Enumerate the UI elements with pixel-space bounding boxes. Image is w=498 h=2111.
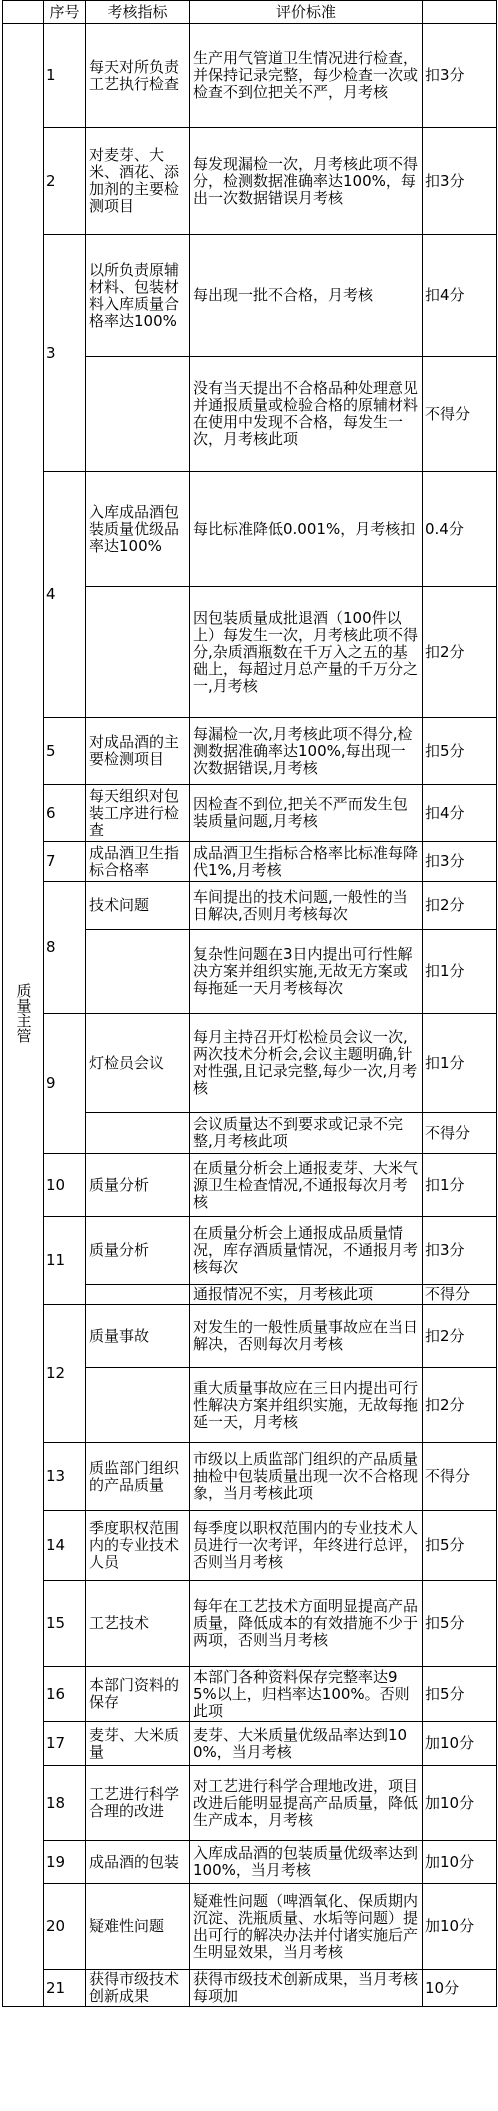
criteria-cell: 获得市级技术创新成果，当月考核每项加 xyxy=(190,1970,423,2007)
criteria-cell: 因包装质量成批退酒（100件以上）每发生一次，月考核此项不得分,杂质酒瓶数在千万入之五的基础上，每超过月总产量的千万分之一,月考核 xyxy=(190,587,423,718)
table-row xyxy=(3,1884,497,1970)
header-indicator: 考核指标 xyxy=(86,1,190,24)
table-row xyxy=(3,1766,497,1841)
criteria-cell: 对工艺进行科学合理地改进，项目改进后能明显提高产品质量，降低生产成本，月考核 xyxy=(190,1766,423,1841)
score-cell: 加10分 xyxy=(423,1766,497,1841)
table-row xyxy=(3,882,497,930)
criteria-cell: 在质量分析会上通报麦芽、大米气源卫生检查情况,不通报每次月考核 xyxy=(190,1154,423,1217)
indicator-cell: 工艺进行科学合理的改进 xyxy=(86,1766,190,1841)
score-cell: 扣5分 xyxy=(423,1667,497,1722)
table-row xyxy=(3,235,497,357)
criteria-cell: 对发生的一般性质量事故应在当日解决，否则每次月考核 xyxy=(190,1305,423,1368)
score-cell: 扣5分 xyxy=(423,1581,497,1667)
item-number: 17 xyxy=(44,1722,86,1766)
header-seq: 序号 xyxy=(44,1,86,24)
indicator-cell: 获得市级技术创新成果 xyxy=(86,1970,190,2007)
score-cell: 扣3分 xyxy=(423,1217,497,1285)
item-number: 4 xyxy=(44,472,86,718)
table-row xyxy=(3,1581,497,1667)
score-cell: 不得分 xyxy=(423,357,497,472)
indicator-cell: 工艺技术 xyxy=(86,1581,190,1667)
evaluation-table xyxy=(2,0,497,2007)
indicator-cell: 麦芽、大米质量 xyxy=(86,1722,190,1766)
table-row xyxy=(3,1722,497,1766)
item-number: 9 xyxy=(44,1014,86,1154)
table-row xyxy=(3,1305,497,1368)
table-row xyxy=(3,1667,497,1722)
header-blank xyxy=(3,1,44,24)
score-cell: 扣1分 xyxy=(423,1154,497,1217)
item-number: 5 xyxy=(44,718,86,785)
table-row xyxy=(3,1014,497,1113)
item-number: 10 xyxy=(44,1154,86,1217)
score-cell: 加10分 xyxy=(423,1884,497,1970)
indicator-cell: 质量分析 xyxy=(86,1154,190,1217)
item-number: 8 xyxy=(44,882,86,1014)
criteria-cell: 每年在工艺技术方面明显提高产品质量，降低成本的有效措施不少于两项，否则当月考核 xyxy=(190,1581,423,1667)
score-cell: 加10分 xyxy=(423,1841,497,1884)
score-cell: 扣1分 xyxy=(423,1014,497,1113)
indicator-cell: 成品酒的包装 xyxy=(86,1841,190,1884)
criteria-cell: 市级以上质监部门组织的产品质量抽检中包装质量出现一次不合格现象，当月考核此项 xyxy=(190,1443,423,1511)
score-cell: 扣3分 xyxy=(423,24,497,128)
score-cell: 扣5分 xyxy=(423,1511,497,1581)
score-cell: 0.4分 xyxy=(423,472,497,587)
indicator-cell: 灯检员会议 xyxy=(86,1014,190,1113)
score-cell: 扣3分 xyxy=(423,128,497,235)
indicator-cell xyxy=(86,587,190,718)
item-number: 6 xyxy=(44,785,86,842)
table-row xyxy=(3,1154,497,1217)
indicator-cell xyxy=(86,357,190,472)
indicator-cell: 对麦芽、大米、酒花、添加剂的主要检测项目 xyxy=(86,128,190,235)
table-row xyxy=(3,1511,497,1581)
indicator-cell: 本部门资料的保存 xyxy=(86,1667,190,1722)
indicator-cell: 每天对所负责工艺执行检查 xyxy=(86,24,190,128)
score-cell: 扣2分 xyxy=(423,587,497,718)
criteria-cell: 入库成品酒的包装质量优级率达到100%，当月考核 xyxy=(190,1841,423,1884)
table-row xyxy=(3,472,497,587)
item-number: 14 xyxy=(44,1511,86,1581)
criteria-cell: 没有当天提出不合格品种处理意见并通报质量或检验合格的原辅材料在使用中发现不合格，每发生一次，月考核此项 xyxy=(190,357,423,472)
item-number: 11 xyxy=(44,1217,86,1305)
criteria-cell: 复杂性问题在3日内提出可行性解决方案并组织实施,无故无方案或每拖延一天月考核每次 xyxy=(190,930,423,1014)
criteria-cell: 本部门各种资料保存完整率达95%以上，归档率达100%。否则此项 xyxy=(190,1667,423,1722)
score-cell: 不得分 xyxy=(423,1443,497,1511)
item-number: 3 xyxy=(44,235,86,472)
score-cell: 扣2分 xyxy=(423,882,497,930)
indicator-cell: 每天组织对包装工序进行检查 xyxy=(86,785,190,842)
score-cell: 扣1分 xyxy=(423,930,497,1014)
table-row xyxy=(3,842,497,882)
indicator-cell xyxy=(86,1285,190,1305)
table-row xyxy=(3,1970,497,2007)
criteria-cell: 每月主持召开灯松检员会议一次,两次技术分析会,会议主题明确,针对性强,且记录完整,每少一次,月考核 xyxy=(190,1014,423,1113)
criteria-cell: 每季度以职权范围内的专业技术人员进行一次考评，年终进行总评，否则当月考核 xyxy=(190,1511,423,1581)
table-row xyxy=(3,24,497,128)
table-row xyxy=(3,1841,497,1884)
criteria-cell: 每漏检一次,月考核此项不得分,检测数据准确率达100%,每出现一次数据错误,月考核 xyxy=(190,718,423,785)
item-number: 18 xyxy=(44,1766,86,1841)
indicator-cell: 对成品酒的主要检测项目 xyxy=(86,718,190,785)
score-cell: 扣3分 xyxy=(423,842,497,882)
criteria-cell: 成品酒卫生指标合格率比标准每降代1%,月考核 xyxy=(190,842,423,882)
table-row xyxy=(3,1217,497,1285)
indicator-cell: 疑难性问题 xyxy=(86,1884,190,1970)
score-cell: 不得分 xyxy=(423,1113,497,1154)
item-number: 13 xyxy=(44,1443,86,1511)
item-number: 20 xyxy=(44,1884,86,1970)
item-number: 15 xyxy=(44,1581,86,1667)
indicator-cell xyxy=(86,930,190,1014)
indicator-cell: 成品酒卫生指标合格率 xyxy=(86,842,190,882)
item-number: 2 xyxy=(44,128,86,235)
score-cell: 扣4分 xyxy=(423,785,497,842)
score-cell: 扣2分 xyxy=(423,1368,497,1443)
indicator-cell: 质量分析 xyxy=(86,1217,190,1285)
item-number: 19 xyxy=(44,1841,86,1884)
criteria-cell: 疑难性问题（啤酒氧化、保质期内沉淀、洗瓶质量、水垢等问题）提出可行的解决办法并付诸实施后产生明显效果，当月考核 xyxy=(190,1884,423,1970)
criteria-cell: 麦芽、大米质量优级品率达到100%，当月考核 xyxy=(190,1722,423,1766)
indicator-cell: 以所负责原辅材料、包装材料入库质量合格率达100% xyxy=(86,235,190,357)
table-row xyxy=(3,128,497,235)
criteria-cell: 重大质量事故应在三日内提出可行性解决方案并组织实施，无故每拖延一天，月考核 xyxy=(190,1368,423,1443)
criteria-cell: 通报情况不实，月考核此项 xyxy=(190,1285,423,1305)
criteria-cell: 每发现漏检一次，月考核此项不得分，检测数据准确率达100%，每出一次数据错误月考核 xyxy=(190,128,423,235)
header-criteria: 评价标准 xyxy=(190,1,423,24)
table-row xyxy=(3,1443,497,1511)
indicator-cell: 季度职权范围内的专业技术人员 xyxy=(86,1511,190,1581)
score-cell: 扣4分 xyxy=(423,235,497,357)
indicator-cell: 技术问题 xyxy=(86,882,190,930)
criteria-cell: 车间提出的技术问题,一般性的当日解决,否则月考核每次 xyxy=(190,882,423,930)
criteria-cell: 每出现一批不合格，月考核 xyxy=(190,235,423,357)
score-cell: 10分 xyxy=(423,1970,497,2007)
table-row xyxy=(3,718,497,785)
criteria-cell: 在质量分析会上通报成品质量情况，库存酒质量情况，不通报月考核每次 xyxy=(190,1217,423,1285)
department-cell xyxy=(3,24,44,2007)
criteria-cell: 因检查不到位,把关不严而发生包装质量问题,月考核 xyxy=(190,785,423,842)
indicator-cell xyxy=(86,1368,190,1443)
header-row xyxy=(3,1,497,24)
indicator-cell: 入库成品酒包装质量优级品率达100% xyxy=(86,472,190,587)
item-number: 7 xyxy=(44,842,86,882)
score-cell: 不得分 xyxy=(423,1285,497,1305)
table-body xyxy=(3,24,497,2007)
score-cell: 扣2分 xyxy=(423,1305,497,1368)
table-row xyxy=(3,785,497,842)
score-cell: 加10分 xyxy=(423,1722,497,1766)
criteria-cell: 会议质量达不到要求或记录不完整,月考核此项 xyxy=(190,1113,423,1154)
item-number: 16 xyxy=(44,1667,86,1722)
header-score xyxy=(423,1,497,24)
department-label: 质量主管 xyxy=(14,983,33,1043)
indicator-cell xyxy=(86,1113,190,1154)
item-number: 1 xyxy=(44,24,86,128)
indicator-cell: 质量事故 xyxy=(86,1305,190,1368)
item-number: 21 xyxy=(44,1970,86,2007)
indicator-cell: 质监部门组织的产品质量 xyxy=(86,1443,190,1511)
score-cell: 扣5分 xyxy=(423,718,497,785)
item-number: 12 xyxy=(44,1305,86,1443)
criteria-cell: 每比标准降低0.001%，月考核扣 xyxy=(190,472,423,587)
criteria-cell: 生产用气管道卫生情况进行检查，并保持记录完整，每少检查一次或检查不到位把关不严，月考核 xyxy=(190,24,423,128)
